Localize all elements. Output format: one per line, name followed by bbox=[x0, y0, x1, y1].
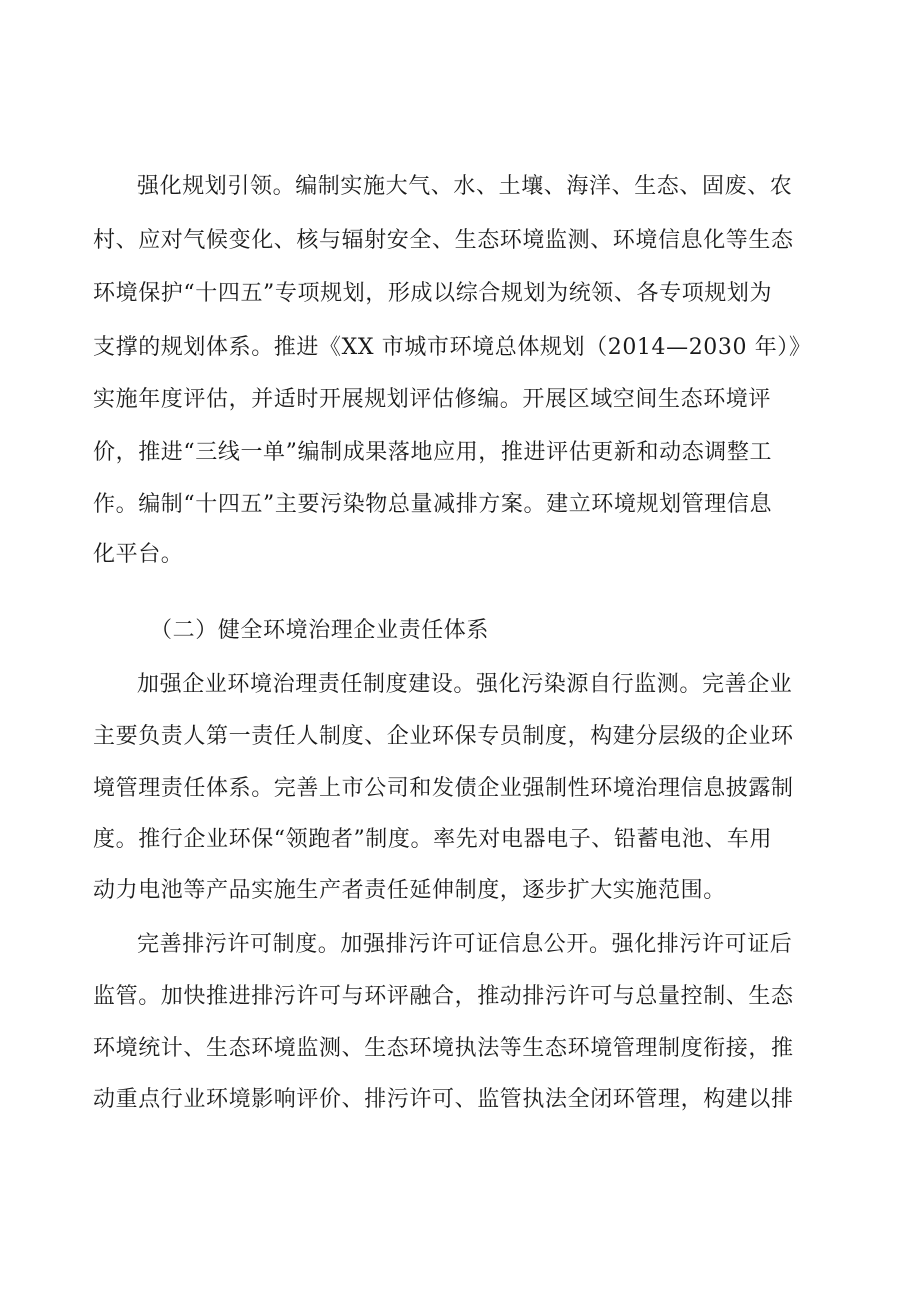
paragraph-1-line-5: 实施年度评估，并适时开展规划评估修编。开展区域空间生态环境评 bbox=[93, 387, 772, 412]
paragraph-2-line-5: 动力电池等产品实施生产者责任延伸制度，逐步扩大实施范围。 bbox=[93, 878, 726, 903]
paragraph-2-line-4: 度。推行企业环保“领跑者”制度。率先对电器电子、铅蓄电池、车用 bbox=[93, 827, 773, 852]
paragraph-3-line-4: 动重点行业环境影响评价、排污许可、监管执法全闭环管理，构建以排 bbox=[93, 1087, 794, 1112]
paragraph-1-line-4: 支撑的规划体系。推进《XX 市城市环境总体规划（2014—2030 年）》 bbox=[93, 335, 812, 360]
paragraph-1-line-8: 化平台。 bbox=[93, 542, 184, 567]
paragraph-3-line-1: 完善排污许可制度。加强排污许可证信息公开。强化排污许可证后 bbox=[137, 932, 793, 957]
paragraph-1-line-2: 村、应对气候变化、核与辐射安全、生态环境监测、环境信息化等生态 bbox=[93, 228, 794, 253]
paragraph-1-line-6: 价，推进“三线一单”编制成果落地应用，推进评估更新和动态调整工 bbox=[93, 440, 773, 465]
paragraph-1-line-3: 环境保护“十四五”专项规划，形成以综合规划为统领、各专项规划为 bbox=[93, 281, 773, 306]
paragraph-2-line-3: 境管理责任体系。完善上市公司和发债企业强制性环境治理信息披露制 bbox=[93, 776, 794, 801]
paragraph-3-line-3: 环境统计、生态环境监测、生态环境执法等生态环境管理制度衔接，推 bbox=[93, 1036, 794, 1061]
paragraph-2-line-1: 加强企业环境治理责任制度建设。强化污染源自行监测。完善企业 bbox=[137, 672, 793, 697]
paragraph-1-line-7: 作。编制“十四五”主要污染物总量减排方案。建立环境规划管理信息 bbox=[93, 492, 773, 517]
paragraph-1-line-1: 强化规划引领。编制实施大气、水、土壤、海洋、生态、固废、农 bbox=[137, 174, 793, 199]
section-heading: （二）健全环境治理企业责任体系 bbox=[150, 618, 490, 643]
paragraph-3-line-2: 监管。加快推进排污许可与环评融合，推动排污许可与总量控制、生态 bbox=[93, 984, 794, 1009]
paragraph-2-line-2: 主要负责人第一责任人制度、企业环保专员制度，构建分层级的企业环 bbox=[93, 724, 794, 749]
